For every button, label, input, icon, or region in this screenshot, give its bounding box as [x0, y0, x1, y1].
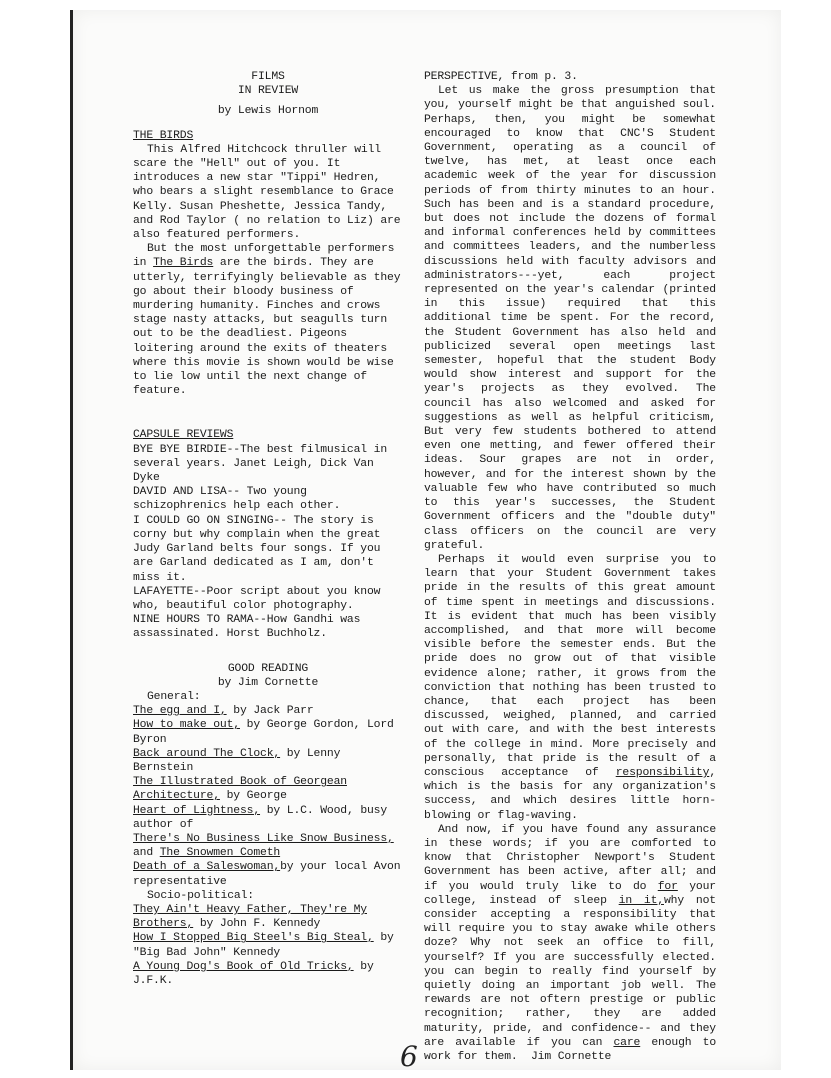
page-number: 6 — [400, 1040, 418, 1073]
p3-text: why not consider accepting a responsibility that will require you to stay awake while others doze? Why not seek an office to fill, yourself? If you are successfully elected. you can begin to really find yourself by quietly doing an important job well. The rewards are not oftern prestige or public recognition; rather, they are added maturity, pride, and confidence-- and they are available if you can — [424, 894, 716, 1049]
films-title: FILMS — [251, 71, 285, 83]
p2-text-end: , which is the basis for any organization's success, and which desires little horn-blowing or flag-waving. — [424, 766, 716, 822]
book-title: The egg and I, — [133, 705, 227, 718]
book-title: Heart of Lightness, — [133, 804, 261, 817]
good-reading-title: GOOD READING — [227, 662, 309, 675]
book-title: The Illustrated Book of Georgean Architecture, — [133, 776, 347, 803]
capsule-heading: CAPSULE REVIEWS — [133, 429, 234, 442]
reading-item — [133, 860, 403, 888]
book-author: by "Big Bad John" Kennedy — [133, 932, 394, 959]
birds-p2-end: are the birds. They are utterly, terrifyingly believable as they go about their bloody business of murdering humanity. Finches and crows stage nasty attacks, but seagulls turn out to be the deadliest. Pigeons loitering around the exits of theaters where this movie is shown would be wise to lie low until the next change of feature. — [133, 257, 401, 398]
book-title: How I Stopped Big Steel's Big Steal, — [133, 932, 374, 945]
book-author: by J.F.K. — [133, 960, 374, 987]
capsule-review: NINE HOURS TO RAMA--How Gandhi was assassinated. Horst Buchholz. — [133, 614, 361, 641]
perspective-paragraph-1: Let us make the gross presumption that you, yourself might be that anguished soul. Perhaps, then, you might be somewhat encouraged to know that CNC'S Student Government, operating as a council of twelve, has met, at least once each academic week of the year for discussion periods of from thirty minutes to an hour. Such has been and is a standard procedure, but does not include the dozens of formal and informal conferences held by committees and committees leaders, and the numberless discussions held with faculty advisors and administrators---yet, each project represented on the year's calendar (printed in this issue) required that this additional time be spent. For the record, the Student Government has also held and publicized several open meetings last semester, hopeful that the student Body would show interest and support for the year's projects as they evolved. The council has also welcomed and asked for suggestions as well as helpful criticism, But very few students bothered to attend even one metting, and fewer offered their ideas. Sour grapes are not in order, however, and for the interest shown by the valuable few who have contributed so much to this year's successes, the Student Government officers and the "double duty" class officers on the council are very grateful. — [424, 85, 716, 552]
capsule-review: BYE BYE BIRDIE--The best filmusical in several years. Janet Leigh, Dick Van Dyke — [133, 443, 388, 485]
book-title: How to make out, — [133, 719, 240, 732]
p3-emphasis-care: care — [613, 1036, 641, 1049]
reading-item — [133, 960, 403, 988]
book-author: by John F. Kennedy — [193, 918, 321, 931]
reading-item — [133, 775, 403, 803]
book-author: by your local Avon representative — [133, 861, 401, 888]
birds-p2-title: The Birds — [153, 257, 214, 270]
birds-paragraph-2 — [133, 242, 403, 398]
reading-item — [133, 832, 403, 860]
signature: Jim Cornette — [530, 1051, 612, 1064]
general-label: General: — [147, 690, 201, 703]
p3-emphasis-in-it: in it, — [618, 894, 664, 907]
book-title: A Young Dog's Book of Old Tricks, — [133, 960, 354, 973]
films-subtitle: IN REVIEW — [237, 85, 299, 98]
book-title: The Snowmen Cometh — [159, 847, 281, 860]
p3-emphasis-for: for — [657, 880, 678, 893]
p2-emphasis: responsibility — [615, 766, 710, 779]
p2-text: Perhaps it would even surprise you to learn that your Student Government takes pride in the results of this great amount of time spent in meetings and discussions. It is evident that much has been visibly accomplished, and that more will become visible before the semester ends. But the pride does no grow out of that visible evidence alone; rather, it grows from the conviction that nothing has been trusted to chance, that each project has been discussed, weighed, planned, and carried out with care, and with the best interests of the college in mind. More precisely and personally, that pride is the result of a conscious acceptance of — [424, 553, 716, 779]
book-author: by Jack Parr — [226, 705, 314, 718]
capsule-review: DAVID AND LISA-- Two young schizophrenics help each other. — [133, 486, 341, 513]
good-reading-byline: by Jim Cornette — [217, 676, 319, 689]
book-title: Death of a Saleswoman, — [133, 861, 281, 874]
films-byline: by Lewis Hornom — [217, 105, 319, 118]
capsule-review: LAFAYETTE--Poor script about you know who, beautiful color photography. — [133, 585, 381, 612]
capsule-review: I COULD GO ON SINGING-- The story is corny but why complain when the great Judy Garland belts four songs. If you are Garland dedicated as I am, don't miss it. — [133, 514, 381, 584]
birds-heading: THE BIRDS — [133, 129, 194, 142]
p3-text: your college, instead of sleep — [424, 880, 716, 907]
book-title: There's No Business Like Snow Business, — [133, 832, 394, 845]
book-title: Back around The Clock, — [133, 747, 281, 760]
left-column — [133, 70, 403, 988]
perspective-header: PERSPECTIVE, from p. 3. — [424, 71, 578, 83]
p3-text: And now, if you have found any assurance in these words; if you are comforted to know that Christopher Newport's Student Government has been active, after all; and if you would truly like to do — [424, 823, 716, 893]
reading-item — [133, 931, 403, 959]
book-title: They Ain't Heavy Father, They're My Brothers, — [133, 903, 367, 931]
book-author: by George — [219, 790, 287, 803]
conjunction: and — [133, 847, 160, 860]
right-column — [424, 70, 716, 1064]
reading-item — [133, 718, 403, 746]
book-author: by L.C. Wood, busy author of — [133, 804, 388, 831]
reading-item — [133, 747, 403, 775]
socio-label: Socio-political: — [147, 889, 254, 902]
reading-item — [133, 804, 403, 832]
book-author: by George Gordon, Lord Byron — [133, 719, 394, 746]
reading-item — [133, 704, 403, 718]
p3-text-end: enough to work for them. — [424, 1036, 717, 1064]
birds-p2-start: But the most unforgettable performers in — [133, 243, 395, 270]
book-author: by Lenny Bernstein — [133, 747, 341, 774]
reading-item — [133, 903, 403, 931]
birds-paragraph-1: This Alfred Hitchcock thruller will scare the "Hell" out of you. It introduces a new star "Tippi" Hedren, who bears a slight resemblance to Grace Kelly. Susan Pheshette, Jessica Tandy, and Rod Taylor ( no relation to Liz) are also featured performers. — [133, 143, 401, 242]
perspective-paragraph-2 — [424, 553, 716, 823]
perspective-paragraph-3 — [424, 823, 716, 1064]
